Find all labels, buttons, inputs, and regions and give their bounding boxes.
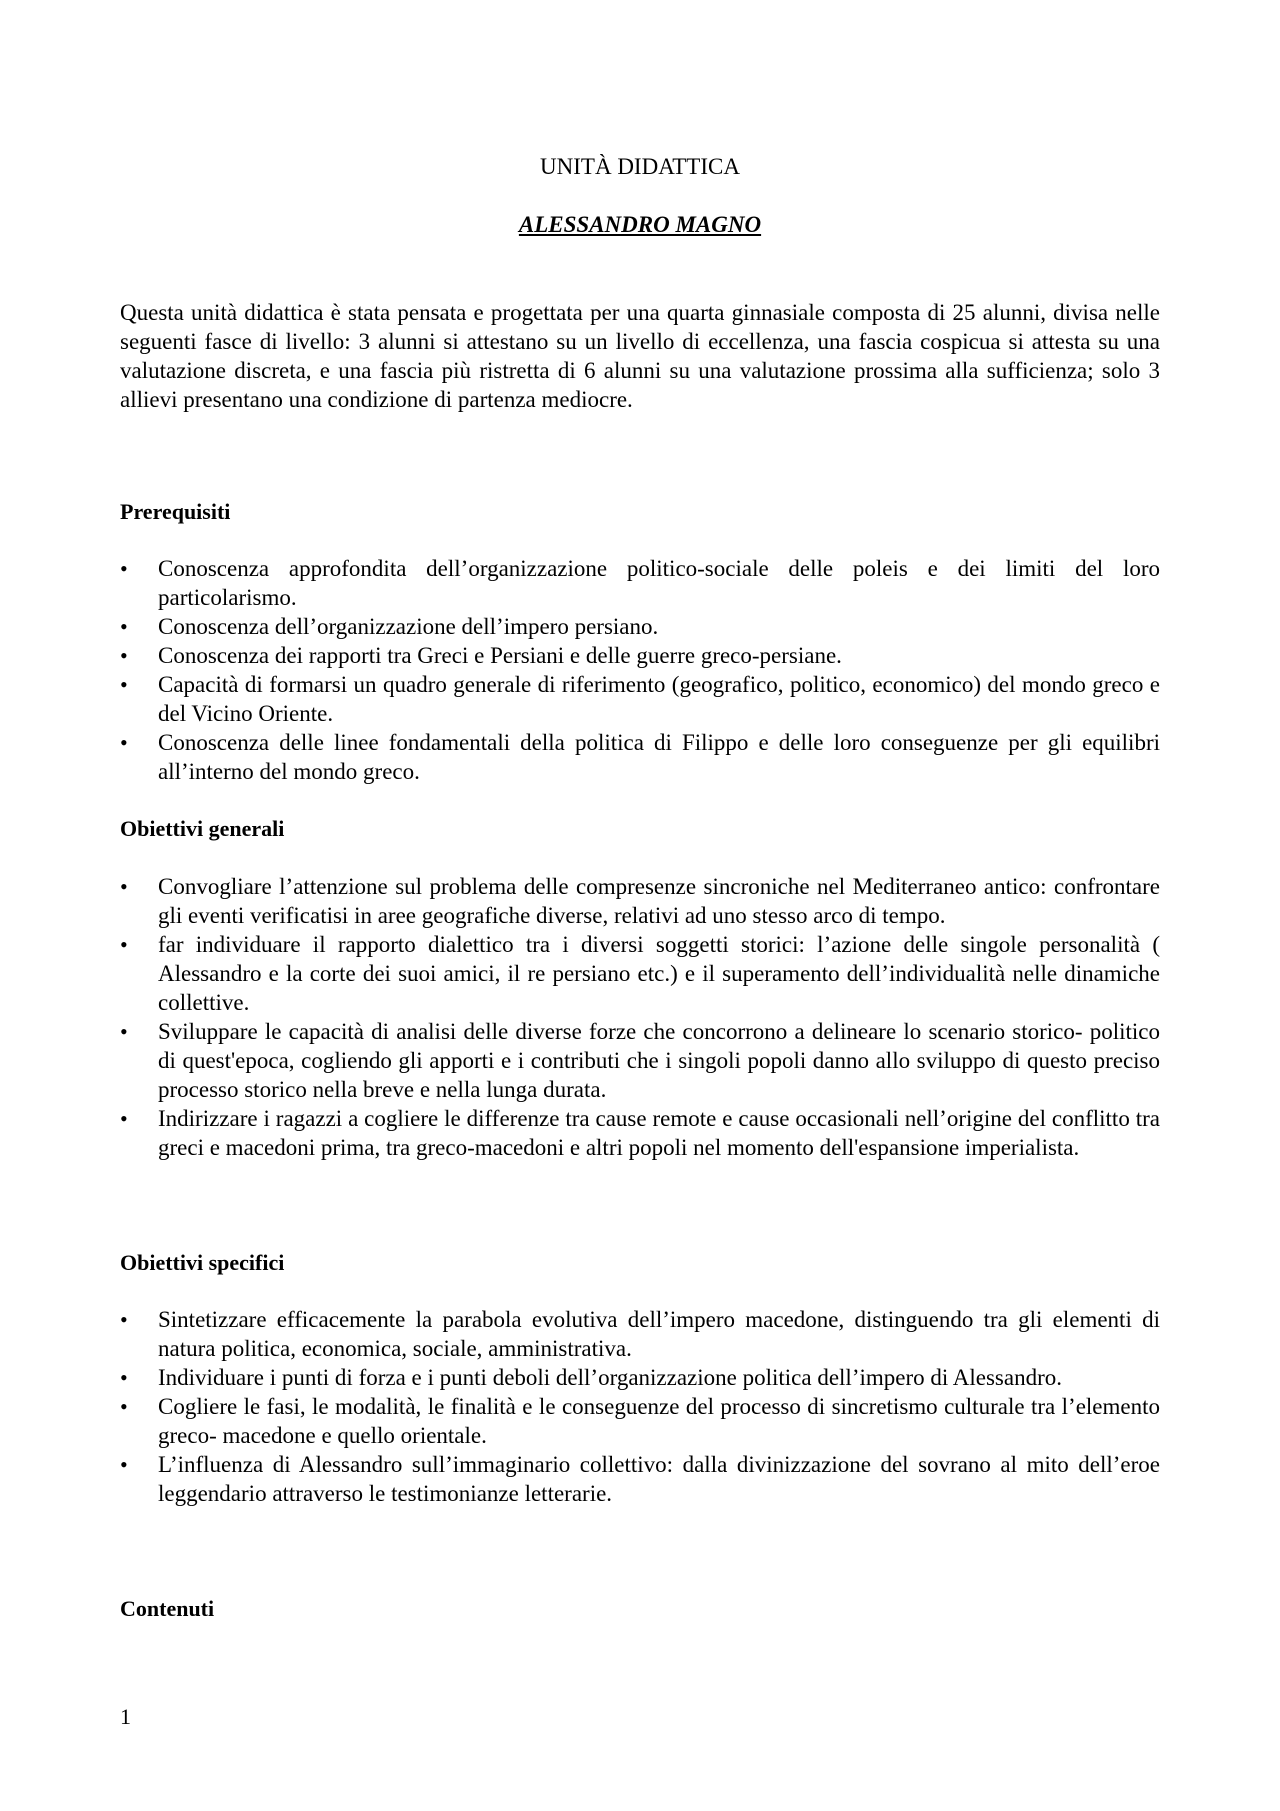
list-item-text: Cogliere le fasi, le modalità, le finalità e le conseguenze del processo di sincretismo culturale tra l’elemento greco- macedone e quello orientale.: [158, 1394, 1160, 1448]
bullet-icon: •: [120, 1307, 128, 1332]
list-item: [120, 1392, 1160, 1450]
bullet-icon: •: [120, 1365, 128, 1390]
list-obiettivi-generali: [120, 872, 1160, 1162]
heading-contenuti: Contenuti: [120, 1596, 215, 1621]
list-item: [120, 641, 1160, 670]
list-prerequisiti: [120, 554, 1160, 786]
intro-paragraph: Questa unità didattica è stata pensata e progettata per una quarta ginnasiale composta di 25 alunni, divisa nelle seguenti fasce di livello: 3 alunni si attestano su un livello di eccellenza, una fascia cospicua si attesta su una valutazione discreta, e una fascia più ristretta di 6 alunni su una valutazione prossima alla sufficienza; solo 3 allievi presentano una condizione di partenza mediocre.: [120, 300, 1160, 412]
list-item: [120, 670, 1160, 728]
list-item: [120, 1450, 1160, 1508]
bullet-icon: •: [120, 932, 128, 957]
list-item-text: Conoscenza delle linee fondamentali della politica di Filippo e delle loro conseguenze per gli equilibri all’interno del mondo greco.: [158, 730, 1160, 784]
bullet-icon: •: [120, 1019, 128, 1044]
page-number: 1: [120, 1704, 131, 1729]
bullet-icon: •: [120, 874, 128, 899]
list-item: [120, 872, 1160, 930]
list-item: [120, 930, 1160, 1017]
list-item-text: Individuare i punti di forza e i punti deboli dell’organizzazione politica dell’impero di Alessandro.: [158, 1365, 1062, 1390]
list-item-text: Capacità di formarsi un quadro generale di riferimento (geografico, politico, economico) del mondo greco e del Vicino Oriente.: [158, 672, 1160, 726]
document-title: UNITÀ DIDATTICA: [540, 154, 740, 179]
list-item: [120, 554, 1160, 612]
bullet-icon: •: [120, 1452, 128, 1477]
bullet-icon: •: [120, 672, 128, 697]
list-item-text: Conoscenza dei rapporti tra Greci e Persiani e delle guerre greco-persiane.: [158, 643, 842, 668]
document-subtitle: ALESSANDRO MAGNO: [518, 212, 762, 237]
list-item-text: Conoscenza approfondita dell’organizzazione politico-sociale delle poleis e dei limiti del loro particolarismo.: [158, 556, 1160, 610]
heading-obiettivi-specifici: Obiettivi specifici: [120, 1250, 285, 1275]
list-item-text: Sviluppare le capacità di analisi delle diverse forze che concorrono a delineare lo scenario storico- politico di quest'epoca, cogliendo gli apporti e i contributi che i singoli popoli danno allo sviluppo di questo preciso processo storico nella breve e nella lunga durata.: [158, 1019, 1160, 1102]
list-item-text: far individuare il rapporto dialettico tra i diversi soggetti storici: l’azione delle singole personalità ( Alessandro e la corte dei suoi amici, il re persiano etc.) e il superamento dell’individualità nelle dinamiche collettive.: [158, 932, 1160, 1015]
list-item-text: Conoscenza dell’organizzazione dell’impero persiano.: [158, 614, 659, 639]
bullet-icon: •: [120, 556, 128, 581]
list-item: [120, 1104, 1160, 1162]
heading-obiettivi-generali: Obiettivi generali: [120, 816, 285, 841]
list-item-text: Sintetizzare efficacemente la parabola evolutiva dell’impero macedone, distinguendo tra gli elementi di natura politica, economica, sociale, amministrativa.: [158, 1307, 1160, 1361]
heading-prerequisiti: Prerequisiti: [120, 499, 231, 524]
list-item-text: Convogliare l’attenzione sul problema delle compresenze sincroniche nel Mediterraneo antico: confrontare gli eventi verificatisi in aree geografiche diverse, relativi ad uno stesso arco di tempo.: [158, 874, 1160, 928]
list-item: [120, 728, 1160, 786]
list-item-text: L’influenza di Alessandro sull’immaginario collettivo: dalla divinizzazione del sovrano al mito dell’eroe leggendario attraverso le testimonianze letterarie.: [158, 1452, 1160, 1506]
bullet-icon: •: [120, 1106, 128, 1131]
list-item: [120, 612, 1160, 641]
bullet-icon: •: [120, 643, 128, 668]
list-item: [120, 1363, 1160, 1392]
list-item-text: Indirizzare i ragazzi a cogliere le differenze tra cause remote e cause occasionali nell’origine del conflitto tra greci e macedoni prima, tra greco-macedoni e altri popoli nel momento dell'espansione imperialista.: [158, 1106, 1160, 1160]
bullet-icon: •: [120, 730, 128, 755]
list-obiettivi-specifici: [120, 1305, 1160, 1508]
bullet-icon: •: [120, 614, 128, 639]
list-item: [120, 1305, 1160, 1363]
list-item: [120, 1017, 1160, 1104]
bullet-icon: •: [120, 1394, 128, 1419]
